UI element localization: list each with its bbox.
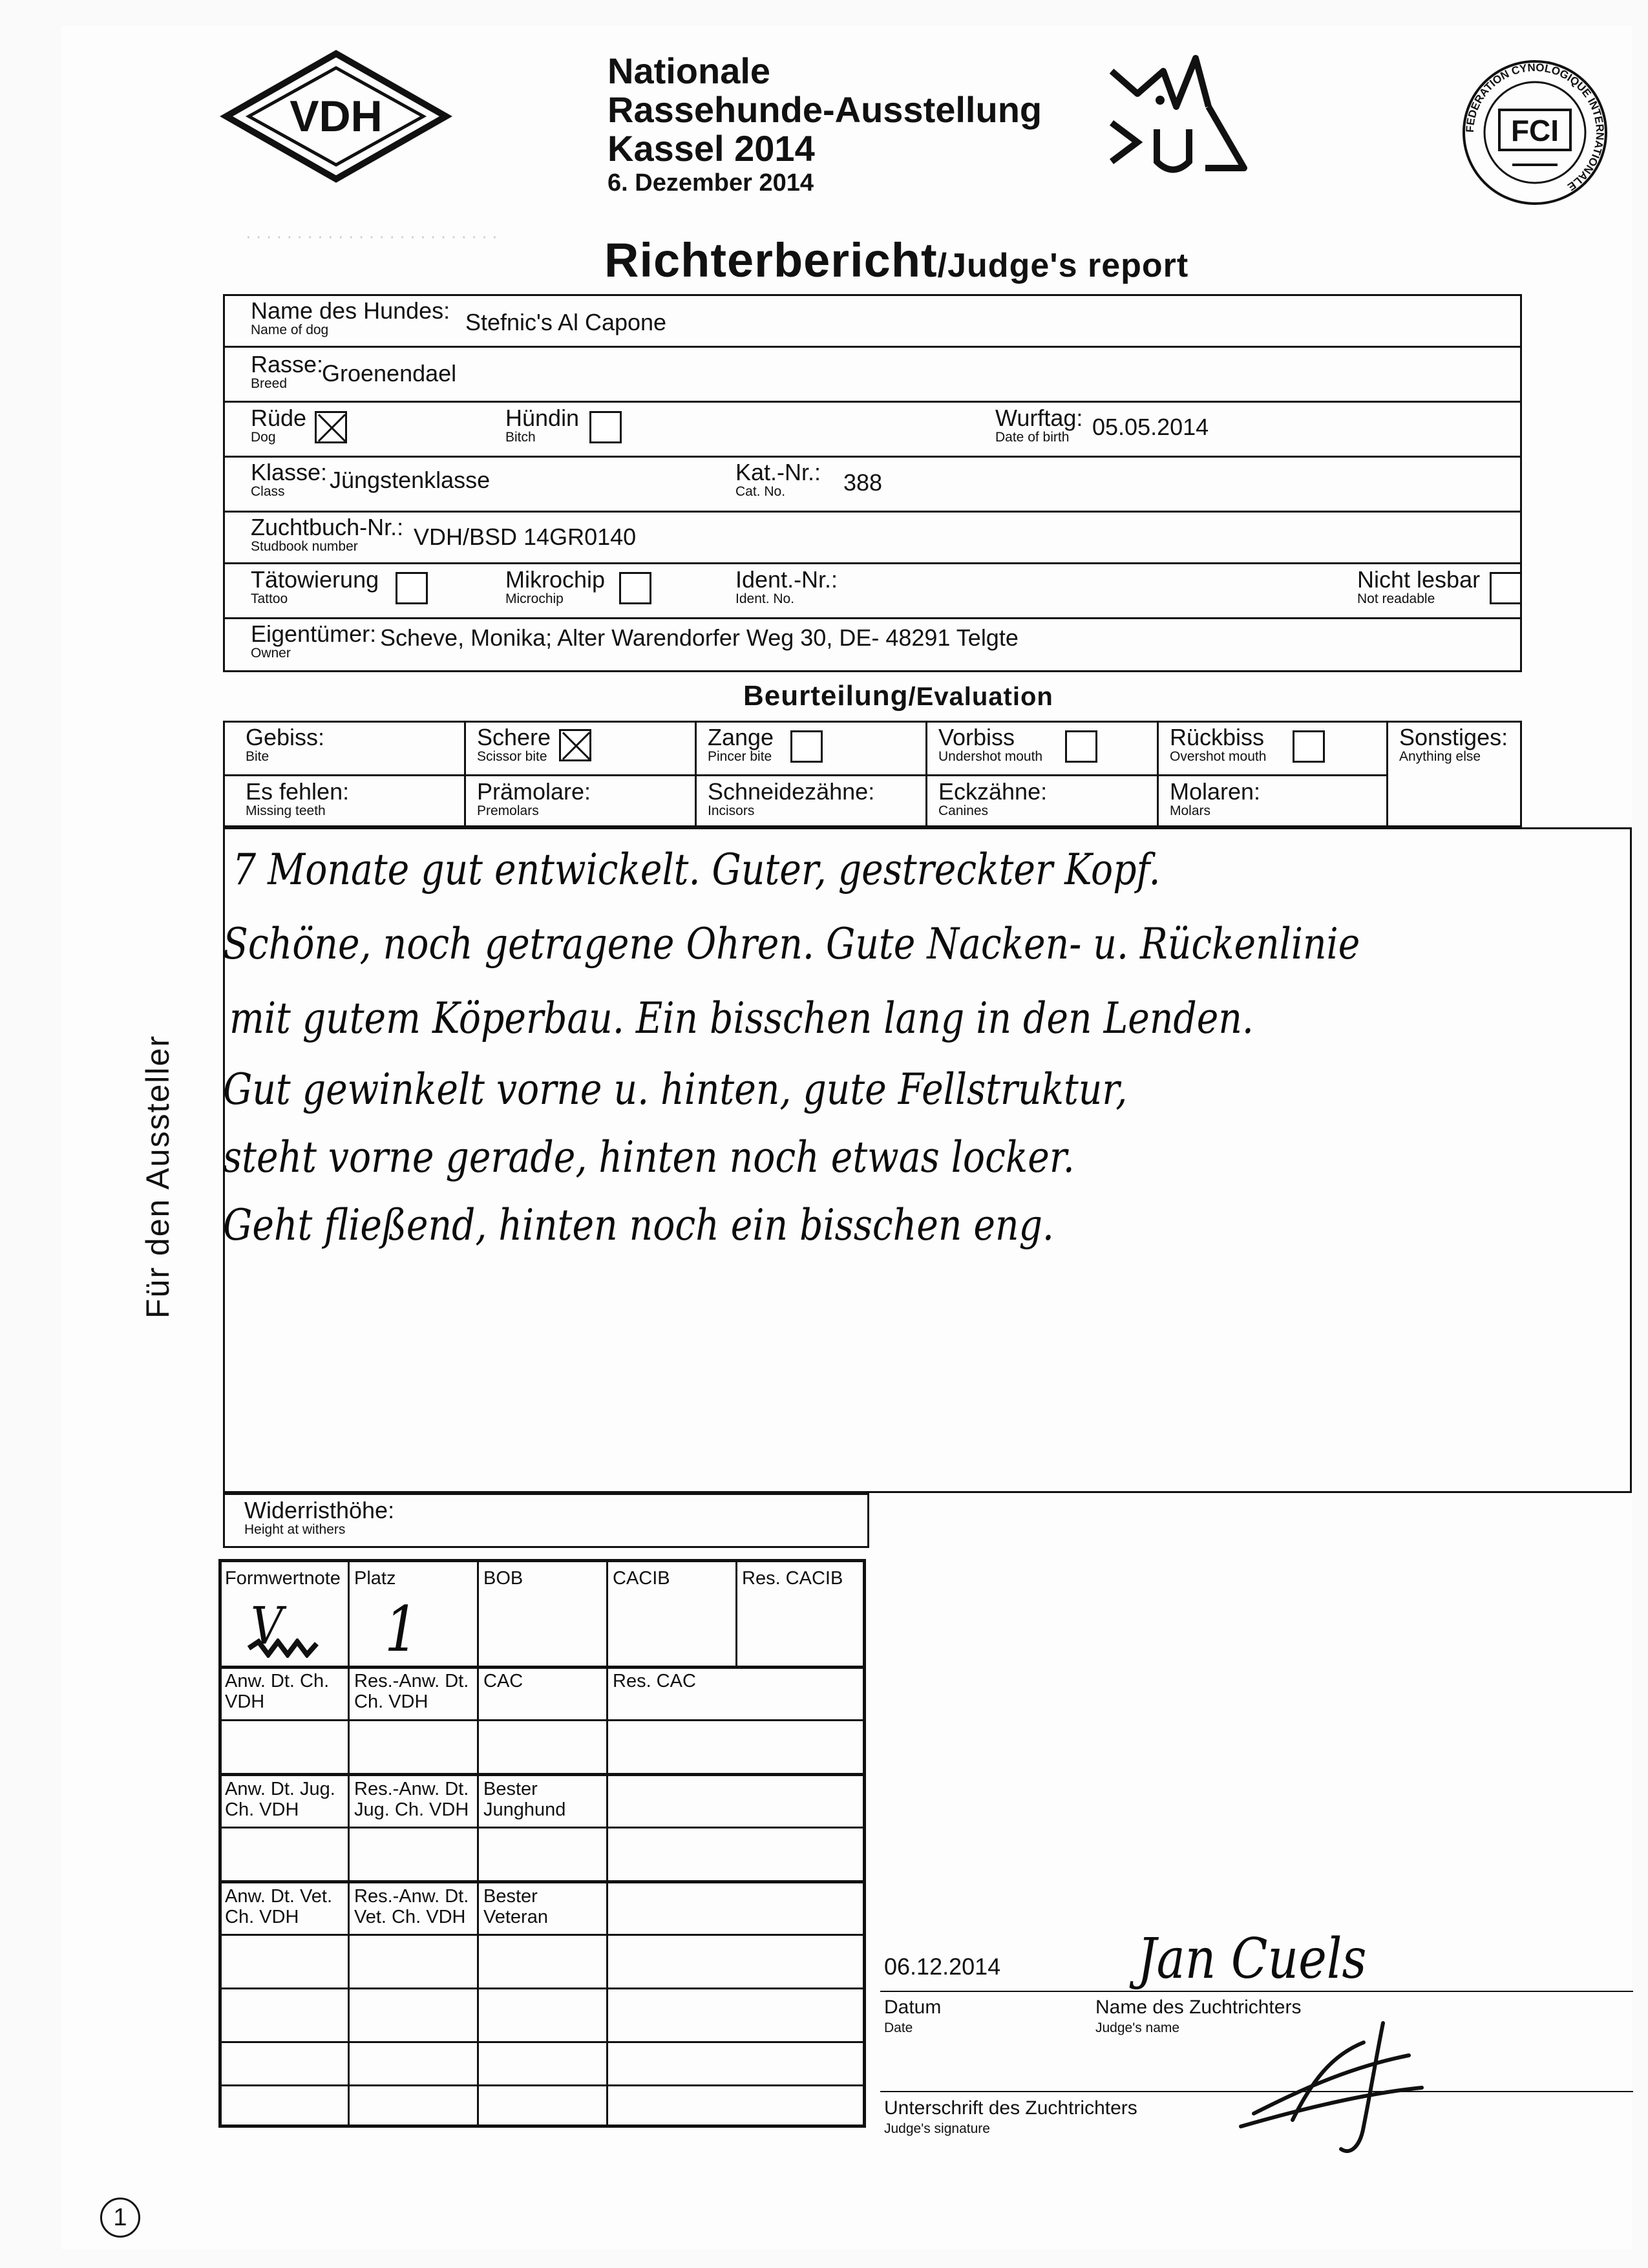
class-label: Klasse: Class (251, 459, 328, 499)
res-anw-dt-vet-ch-vdh: Res.-Anw. Dt. Vet. Ch. VDH (354, 1886, 469, 1927)
evaluation-line-6: Geht fließend, hinten noch ein bisschen eng. (223, 1200, 1054, 1250)
row-divider (218, 1719, 866, 1721)
female-label: Hündin Bitch (505, 405, 580, 445)
col-divider (695, 721, 697, 827)
place-value: 1 (385, 1593, 419, 1666)
signature-label: Unterschrift des Zuchtrichters Judge's signature (884, 2097, 1137, 2136)
evaluation-line-1: 7 Monate gut entwickelt. Guter, gestreckter Kopf. (233, 845, 1161, 895)
incisors-label: Schneidezähne: Incisors (708, 778, 875, 818)
row-divider (218, 2084, 866, 2086)
row-divider (223, 617, 1522, 619)
header-bob: BOB (483, 1568, 523, 1589)
vdh-logo (220, 48, 452, 184)
row-divider (218, 1934, 866, 1936)
col-divider (1386, 721, 1388, 827)
anw-dt-jug-ch-vdh: Anw. Dt. Jug. Ch. VDH (225, 1779, 335, 1820)
unreadable-checkbox[interactable] (1490, 572, 1522, 604)
dog-name-label: Name des Hundes: Name of dog (251, 297, 450, 337)
header-cacib: CACIB (613, 1568, 670, 1589)
fci-text: FCI (1510, 114, 1559, 147)
col-divider (1157, 721, 1159, 827)
row-divider (218, 1666, 866, 1669)
evaluation-line-2: Schöne, noch getragene Ohren. Gute Nacken- u. Rückenlinie (223, 919, 1360, 969)
exhibitor-side-label: Für den Aussteller (140, 1035, 176, 1319)
res-anw-dt-jug-ch-vdh: Res.-Anw. Dt. Jug. Ch. VDH (354, 1779, 469, 1820)
pincer-checkbox[interactable] (790, 730, 823, 763)
show-title-line-2: Rassehunde-Ausstellung (607, 89, 1042, 130)
fci-seal (1461, 58, 1609, 207)
row-divider (218, 1773, 866, 1776)
row-divider (223, 774, 1386, 776)
row-divider (218, 2041, 866, 2043)
row-divider (218, 1880, 866, 1883)
res-anw-dt-ch-vdh: Res.-Anw. Dt. Ch. VDH (354, 1671, 469, 1712)
show-title-line-1: Nationale (607, 50, 771, 91)
dog-head-logo (1099, 45, 1254, 184)
molars-label: Molaren: Molars (1170, 778, 1261, 818)
tattoo-checkbox[interactable] (396, 572, 428, 604)
signature-line (880, 2091, 1633, 2092)
height-label: Widerristhöhe: Height at withers (244, 1497, 395, 1537)
anw-dt-ch-vdh: Anw. Dt. Ch. VDH (225, 1671, 330, 1712)
cat-no-label: Kat.-Nr.: Cat. No. (735, 459, 821, 499)
studbook-label: Zuchtbuch-Nr.: Studbook number (251, 514, 404, 554)
cat-no-value: 388 (843, 469, 883, 496)
col-divider (464, 721, 466, 827)
missing-teeth-label: Es fehlen: Missing teeth (246, 778, 350, 818)
unreadable-label: Nicht lesbar Not readable (1357, 566, 1481, 606)
judge-signature (1215, 2017, 1448, 2172)
col-divider (735, 1559, 737, 1666)
page-number: 1 (100, 2198, 140, 2238)
date-name-line (880, 1991, 1633, 1992)
premolars-label: Prämolare: Premolars (477, 778, 591, 818)
dog-name-value: Stefnic's Al Capone (465, 309, 667, 335)
row-divider (223, 456, 1522, 458)
male-checkbox[interactable] (315, 411, 347, 443)
row-divider (223, 346, 1522, 348)
row-divider (218, 1987, 866, 1989)
report-title-en: /Judge's report (937, 247, 1189, 284)
owner-value: Scheve, Monika; Alter Warendorfer Weg 30, DE- 48291 Telgte (380, 624, 1019, 651)
canines-label: Eckzähne: Canines (938, 778, 1048, 818)
footer-date-value: 06.12.2014 (884, 1953, 1001, 1980)
microchip-label: Mikrochip Microchip (505, 566, 606, 606)
overshot-checkbox[interactable] (1293, 730, 1325, 763)
evaluation-line-4: Gut gewinkelt vorne u. hinten, gute Fellstruktur, (223, 1065, 1128, 1114)
other-label: Sonstiges: Anything else (1399, 724, 1508, 764)
scissor-checkbox[interactable] (559, 729, 591, 761)
evaluation-title: Beurteilung/Evaluation (743, 680, 1053, 712)
judge-name-value: Jan Cuels (1137, 1927, 1367, 1991)
dob-label: Wurftag: Date of birth (995, 405, 1083, 445)
bite-label: Gebiss: Bite (246, 724, 325, 764)
res-cac: Res. CAC (613, 1671, 696, 1691)
ident-label: Ident.-Nr.: Ident. No. (735, 566, 838, 606)
studbook-value: VDH/BSD 14GR0140 (414, 524, 637, 550)
female-checkbox[interactable] (589, 411, 622, 443)
report-title-de: Richterbericht (604, 233, 938, 287)
breed-value: Groenendael (322, 360, 457, 387)
grade-value: V (251, 1596, 283, 1656)
tattoo-label: Tätowierung Tattoo (251, 566, 379, 606)
owner-label: Eigentümer: Owner (251, 620, 377, 661)
male-label: Rüde Dog (251, 405, 307, 445)
judge-name-label: Name des Zuchtrichters Judge's name (1095, 1997, 1302, 2035)
bleed-through-text: · · · · · · · · · · · · · · · · · · · · · · · · · (246, 226, 498, 246)
scissor-label: Schere Scissor bite (477, 724, 551, 764)
date-label: Datum Date (884, 1997, 942, 2035)
undershot-label: Vorbiss Undershot mouth (938, 724, 1043, 764)
show-date: 6. Dezember 2014 (607, 169, 814, 196)
anw-dt-vet-ch-vdh: Anw. Dt. Vet. Ch. VDH (225, 1886, 333, 1927)
dob-value: 05.05.2014 (1092, 414, 1209, 440)
overshot-label: Rückbiss Overshot mouth (1170, 724, 1267, 764)
col-divider (925, 721, 927, 827)
header-formwertnote: Formwertnote (225, 1568, 341, 1589)
bester-veteran: Bester Veteran (483, 1886, 548, 1927)
pincer-label: Zange Pincer bite (708, 724, 774, 764)
evaluation-line-5: steht vorne gerade, hinten noch etwas locker. (223, 1132, 1075, 1182)
class-value: Jüngstenklasse (330, 467, 491, 493)
row-divider (223, 401, 1522, 403)
microchip-checkbox[interactable] (619, 572, 651, 604)
row-divider (218, 1827, 866, 1828)
row-divider (223, 511, 1522, 513)
bester-junghund: Bester Junghund (483, 1779, 566, 1820)
row-divider (223, 562, 1522, 564)
undershot-checkbox[interactable] (1065, 730, 1097, 763)
evaluation-line-3: mit gutem Köperbau. Ein bisschen lang in den Lenden. (229, 993, 1254, 1043)
report-title (604, 233, 1188, 288)
show-title-line-3: Kassel 2014 (607, 128, 815, 169)
grade-scribble (246, 1638, 323, 1658)
vdh-logo-text: VDH (290, 92, 383, 141)
breed-label: Rasse: Breed (251, 351, 324, 391)
header-platz: Platz (354, 1568, 396, 1589)
cac: CAC (483, 1671, 523, 1691)
fci-ring-text: FEDERATION CYNOLOGIQUE INTERNATIONALE (1463, 61, 1607, 193)
header-res-cacib: Res. CACIB (742, 1568, 843, 1589)
